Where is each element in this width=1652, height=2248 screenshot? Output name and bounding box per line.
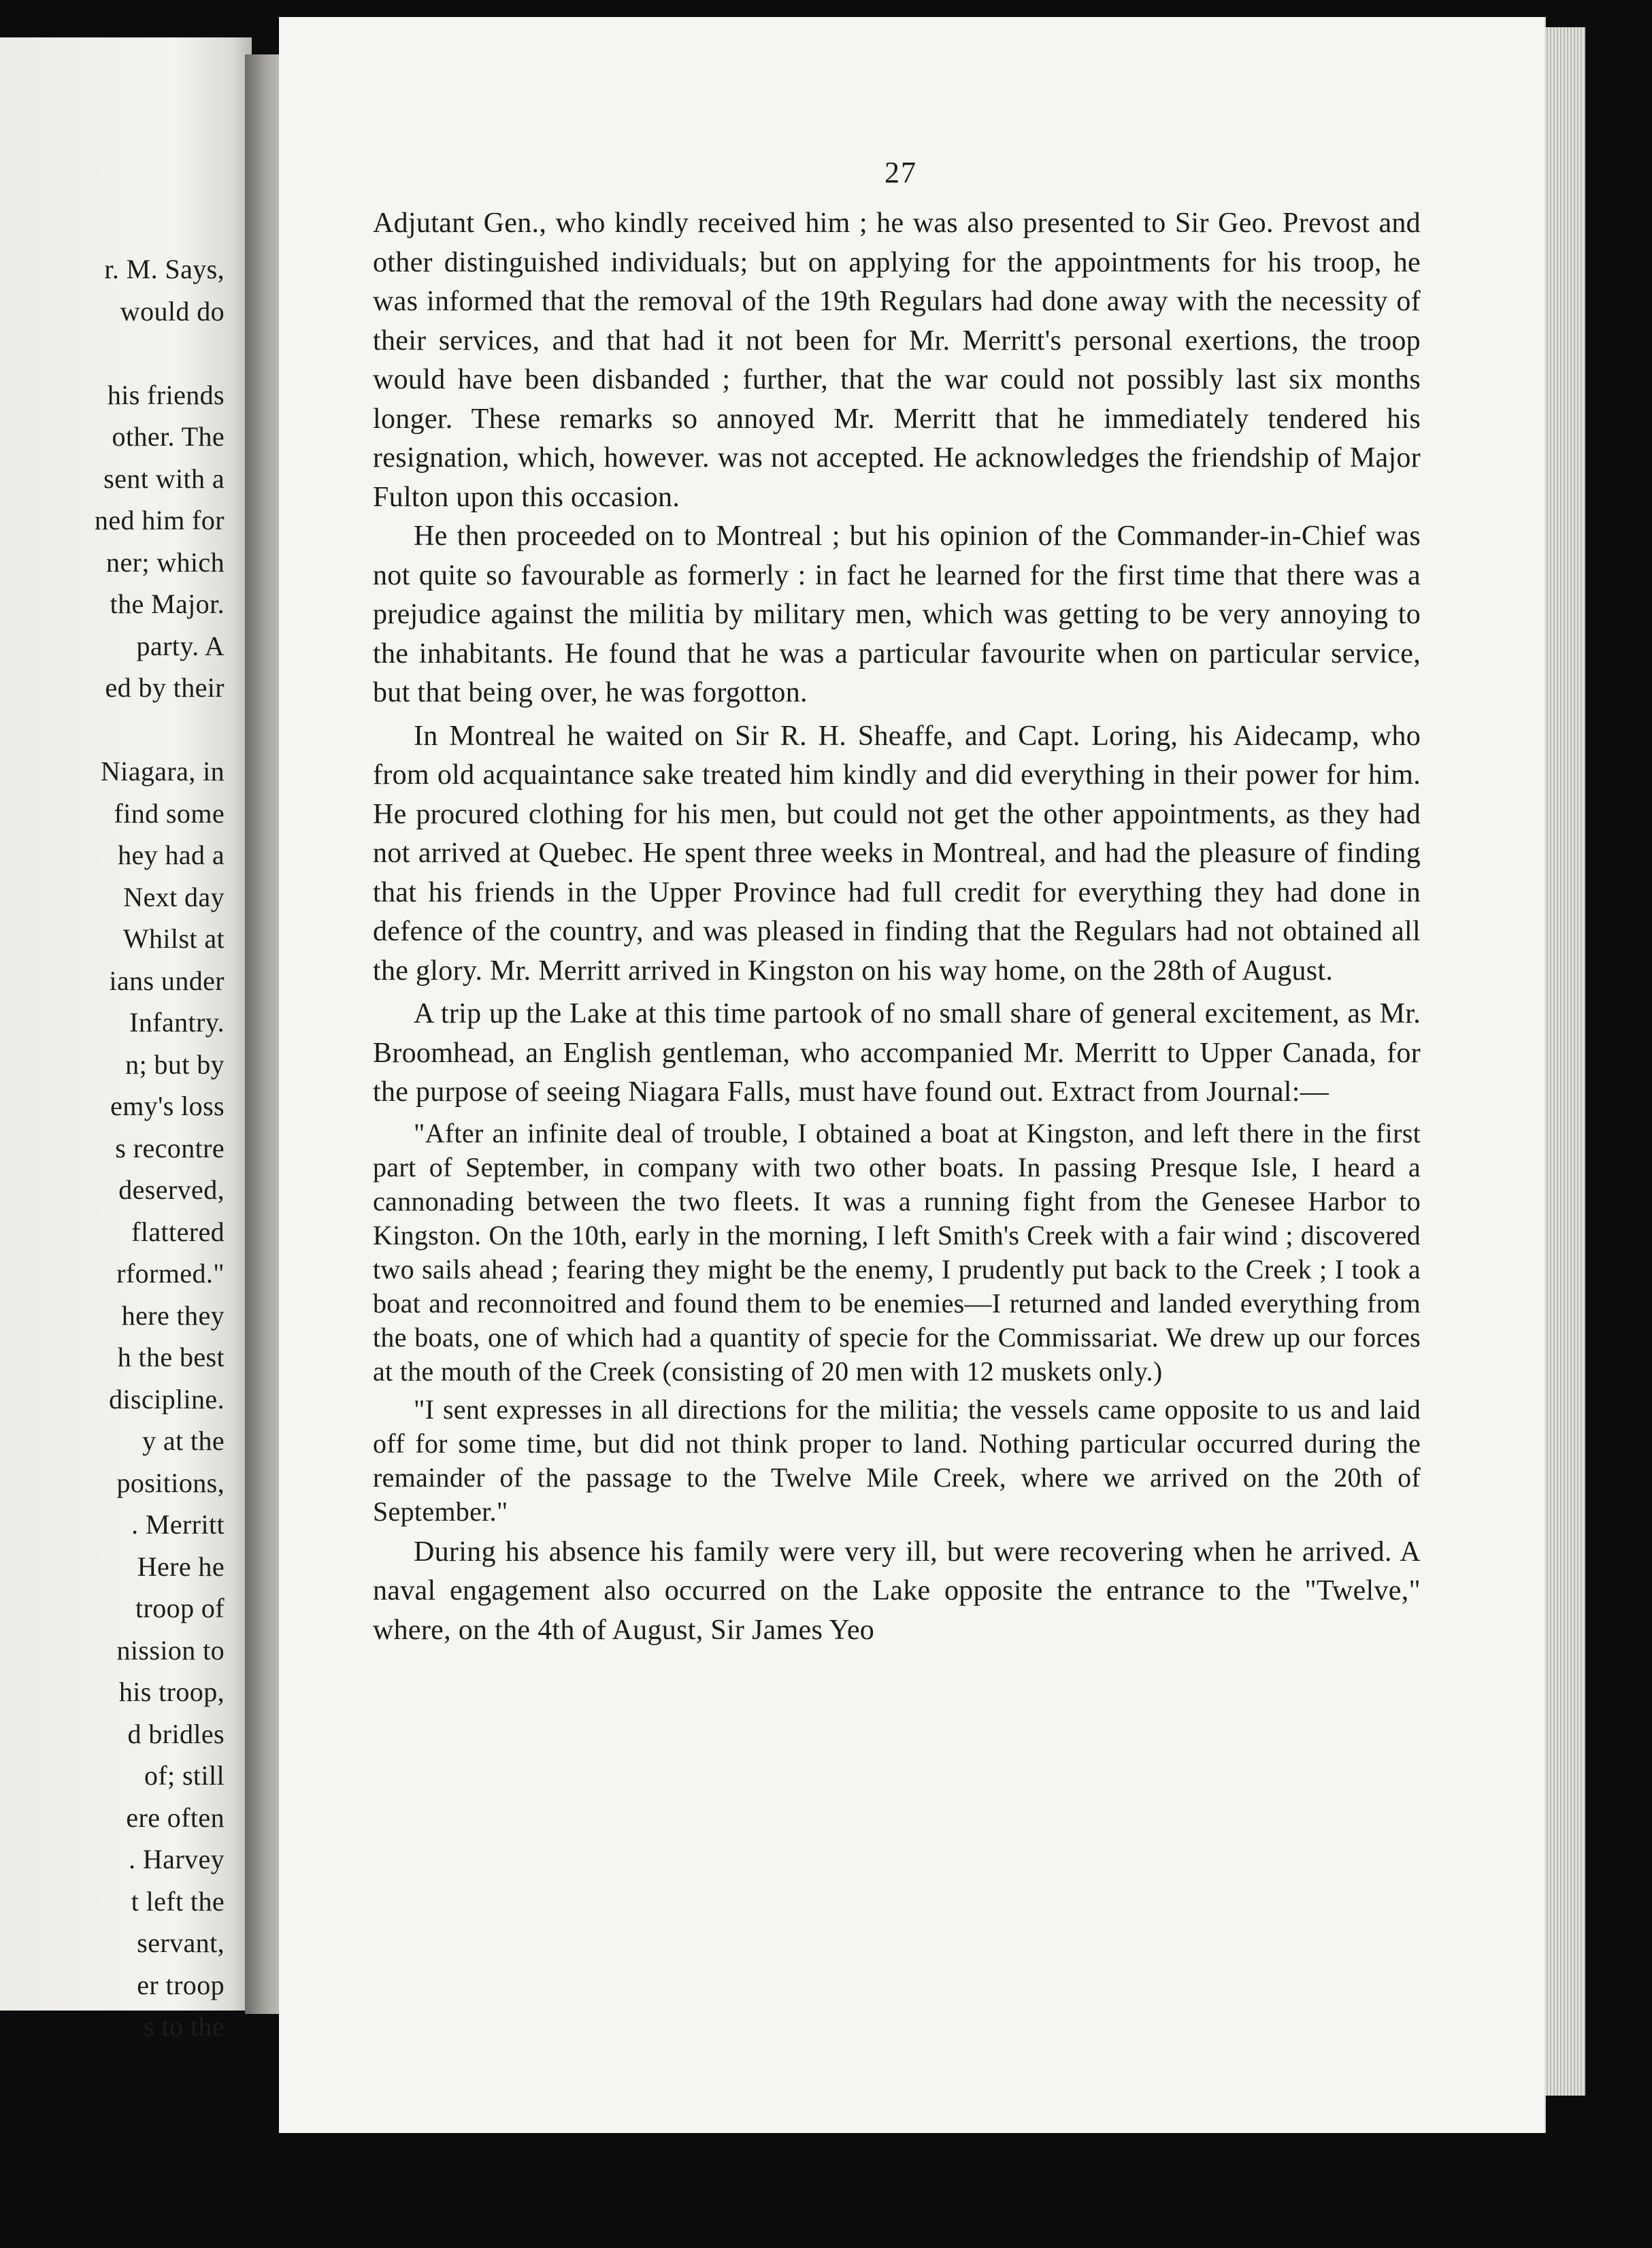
left-page-line: ned him for: [94, 505, 225, 535]
paragraph-3: In Montreal he waited on Sir R. H. Sheaffe, and Capt. Loring, his Aidecamp, who from old acquaintance sake treated him kindly and did everything in their power for him. He procured clothing for his men, but could not get the other appointments, as they had not arrived at Quebec. He spent three weeks in Montreal, and had the pleasure of finding that his friends in the Upper Province had full credit for everything they had done in defence of the country, and was pleased in finding that the Regulars had not obtained all the glory. Mr. Merritt arrived in Kingston on his way home, on the 28th of August.: [373, 720, 1421, 987]
left-page-line: n; but by: [125, 1048, 225, 1080]
left-page-line: his friends: [107, 379, 225, 410]
left-page-line: sent with a: [103, 463, 225, 494]
left-page-line: nission to: [116, 1634, 225, 1666]
left-page-line: servant,: [137, 1928, 225, 1958]
left-page-line: the Major.: [110, 589, 225, 619]
left-page-line: h the best: [117, 1342, 225, 1372]
left-page-line: deserved,: [118, 1174, 225, 1205]
left-page-line: r. M. Says,: [104, 254, 225, 284]
left-page-line: [0, 332, 225, 374]
left-page-line: Niagara, in: [100, 756, 225, 787]
journal-quote-2: "I sent expresses in all directions for the militia; the vessels came opposite to us and laid off for some time, but did not think proper to land. Nothing particular occurred during the remainder of the passage to the Twelve Mile Creek, where we arrived on the 20th of September.": [373, 1393, 1421, 1527]
left-page-line: of; still: [144, 1760, 225, 1791]
left-page-line: s to the: [144, 2011, 225, 2042]
left-page-line: ians under: [109, 965, 225, 996]
left-page-line: his troop,: [118, 1676, 225, 1707]
left-page-line: Here he: [137, 1551, 225, 1582]
left-page: [0, 37, 252, 2042]
left-page-text: [0, 248, 225, 2048]
left-page-line: here they: [121, 1300, 225, 1331]
left-page-line: positions,: [116, 1467, 225, 1498]
left-page-line: er troop: [137, 1969, 225, 2000]
left-page-line: s recontre: [115, 1132, 225, 1163]
left-page-line: would do: [120, 295, 225, 327]
left-page-line: . Merritt: [131, 1509, 225, 1540]
left-page-line: ed by their: [105, 672, 225, 703]
page-number: 27: [885, 156, 917, 189]
left-page-line: . Harvey: [129, 1844, 225, 1874]
left-page-line: party. A: [136, 630, 225, 661]
left-page-line: [0, 709, 225, 751]
page-edge: [1544, 27, 1585, 2096]
left-page-line: d bridles: [127, 1718, 225, 1749]
left-page-line: find some: [114, 797, 225, 829]
left-page-line: y at the: [142, 1425, 225, 1456]
right-page-text: [373, 204, 1421, 1650]
left-page-line: t left the: [131, 1885, 225, 1917]
paragraph-1: Adjutant Gen., who kindly received him ; he was also presented to Sir Geo. Prevost and other distinguished individuals; but on applying for the appointments for his troop, he was informed that the removal of the 19th Regulars had done away with the necessity of their services, and that had it not been for Mr. Merritt's personal exertions, the troop would have been disbanded ; further, that the war could not possibly last six months longer. These remarks so annoyed Mr. Merritt that he immediately tendered his resignation, which, however. was not accepted. He acknowledges the friendship of Major Fulton upon this occasion.: [373, 208, 1421, 513]
left-page-line: troop of: [135, 1593, 225, 1623]
journal-quote-1: "After an infinite deal of trouble, I obtained a boat at Kingston, and left there in the first part of September, in company with two other boats. In passing Presque Isle, I heard a cannonading between the two fleets. It was a running fight from the Genesee Harbor to Kingston. On the 10th, early in the morning, I left Smith's Creek with a fair wind ; discovered two sails ahead ; fearing they might be the enemy, I prudently put back to the Creek ; I took a boat and reconnoitred and found them to be enemies—I returned and landed everything from the boats, one of which had a quantity of specie for the Commissariat. We drew up our forces at the mouth of the Creek (consisting of 20 men with 12 muskets only.): [373, 1117, 1421, 1387]
paragraph-4: A trip up the Lake at this time partook of no small share of general excitement, as Mr. Broomhead, an English gentleman, who accompanied Mr. Merritt to Upper Canada, for the purpose of seeing Niagara Falls, must have found out. Extract from Journal:—: [373, 998, 1421, 1108]
left-page-line: Infantry.: [129, 1007, 225, 1038]
left-page-line: flattered: [131, 1216, 225, 1247]
left-page-line: Next day: [123, 881, 225, 912]
left-page-line: ner; which: [106, 546, 225, 578]
left-page-line: emy's loss: [110, 1091, 225, 1121]
left-page-line: discipline.: [109, 1383, 225, 1415]
left-page-line: other. The: [112, 421, 225, 452]
left-page-line: rformed.": [116, 1258, 225, 1289]
left-page-line: hey had a: [118, 840, 225, 870]
paragraph-2: He then proceeded on to Montreal ; but his opinion of the Commander-in-Chief was not quite so favourable as formerly : in fact he learned for the first time that there was a prejudice against the militia by military men, which was getting to be very annoying to the inhabitants. He found that he was a particular favourite when on particular service, but that being over, he was forgotton.: [373, 520, 1421, 708]
left-page-line: Whilst at: [122, 923, 225, 954]
left-page-line: ere often: [126, 1802, 225, 1833]
paragraph-5: During his absence his family were very ill, but were recovering when he arrived. A naval engagement also occurred on the Lake opposite the entrance to the "Twelve," where, on the 4th of August, Sir James Yeo: [373, 1536, 1421, 1646]
